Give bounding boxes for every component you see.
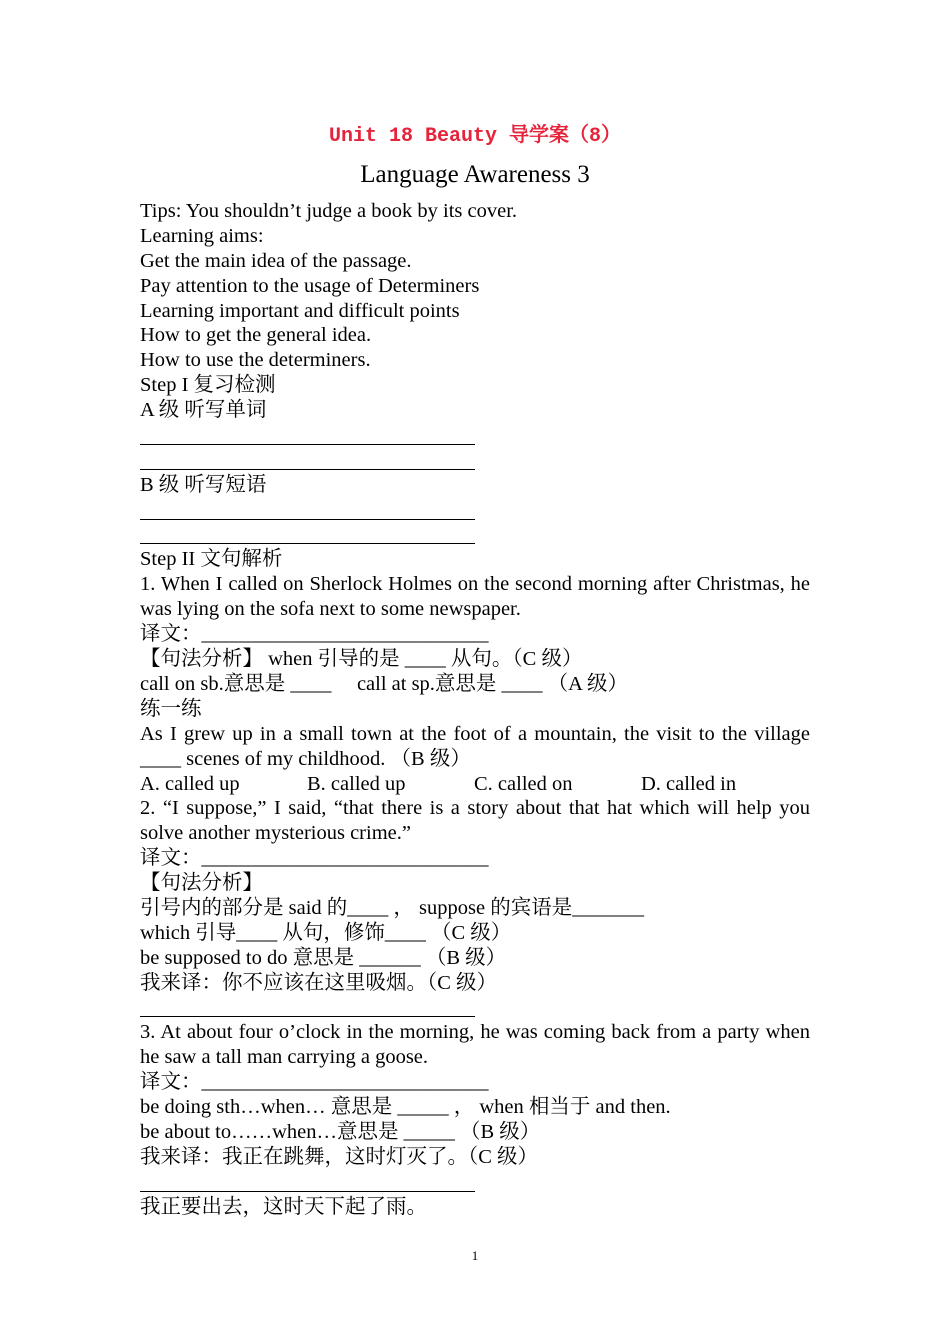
- answer-options: [140, 772, 810, 797]
- answer-blank-line: [140, 1170, 810, 1195]
- analysis-2-heading: 【句法分析】: [140, 872, 263, 895]
- aim-main-idea: Get the main idea of the passage.: [140, 249, 412, 272]
- tips-line: Tips: You shouldn’t judge a book by its cover.: [140, 200, 518, 222]
- aim-determiners: Pay attention to the usage of Determiners: [140, 274, 480, 297]
- analysis-2-which: which 引导____ 从句，修饰____ （C 级）: [140, 921, 512, 944]
- translation-2: 译文：____________________________: [140, 847, 489, 870]
- sentence-3: 3. At about four o’clock in the morning, he was coming back from a party when he saw a tall man carrying a goose.: [140, 1021, 810, 1069]
- sentence-2: 2. “I suppose,” I said, “that there is a story about that hat which will help you solve another mysterious crime.”: [140, 797, 810, 845]
- translate-exercise-1: 我来译：你不应该在这里吸烟。（C 级）: [140, 971, 498, 994]
- learning-aims-heading: Learning aims:: [140, 224, 264, 247]
- be-about-to-when: be about to……when…意思是 _____ （B 级）: [140, 1121, 541, 1144]
- answer-blank-line: [140, 423, 810, 448]
- option-d: D. called in: [641, 772, 737, 795]
- sentence-1: 1. When I called on Sherlock Holmes on the second morning after Christmas, he was lying on the sofa next to some newspaper.: [140, 573, 810, 621]
- step-2-heading: Step II 文句解析: [140, 548, 283, 571]
- answer-blank-line: [140, 448, 810, 473]
- document-title: Unit 18 Beauty 导学案（8）: [328, 125, 622, 148]
- answer-blank-line: [140, 498, 810, 523]
- option-a: A. called up: [140, 772, 240, 795]
- document-body: [140, 199, 810, 1220]
- level-b-dictation: B 级 听写短语: [140, 473, 267, 496]
- practice-heading: 练一练: [140, 697, 202, 720]
- page-number: 1: [471, 1248, 479, 1263]
- call-on-call-at: call on sb.意思是 ____ call at sp.意思是 ____ （A 级）: [140, 672, 628, 695]
- point-determiners: How to use the determiners.: [140, 349, 371, 372]
- step-1-heading: Step I 复习检测: [140, 374, 276, 397]
- be-supposed-to: be supposed to do 意思是 ______ （B 级）: [140, 946, 507, 969]
- be-doing-when: be doing sth…when… 意思是 _____ ， when 相当于 and then.: [140, 1096, 671, 1119]
- translate-exercise-3: 我正要出去，这时天下起了雨。: [140, 1195, 427, 1218]
- document-subtitle: Language Awareness 3: [360, 161, 590, 188]
- translate-exercise-2: 我来译：我正在跳舞，这时灯灭了。（C 级）: [140, 1145, 539, 1168]
- analysis-2-object: 引号内的部分是 said 的____ ， suppose 的宾语是_______: [140, 897, 644, 920]
- practice-question: As I grew up in a small town at the foot of a mountain, the visit to the village ____ scenes of my childhood. （B 级）: [140, 722, 810, 770]
- answer-blank-line: [140, 996, 810, 1021]
- answer-blank-line: [140, 523, 810, 548]
- analysis-1: 【句法分析】 when 引导的是 ____ 从句。（C 级）: [140, 648, 583, 671]
- option-b: B. called up: [307, 772, 406, 795]
- translation-3: 译文：____________________________: [140, 1071, 489, 1094]
- key-points-heading: Learning important and difficult points: [140, 299, 460, 322]
- translation-1: 译文：____________________________: [140, 623, 489, 646]
- point-general-idea: How to get the general idea.: [140, 324, 372, 347]
- option-c: C. called on: [474, 772, 573, 795]
- level-a-dictation: A 级 听写单词: [140, 399, 267, 422]
